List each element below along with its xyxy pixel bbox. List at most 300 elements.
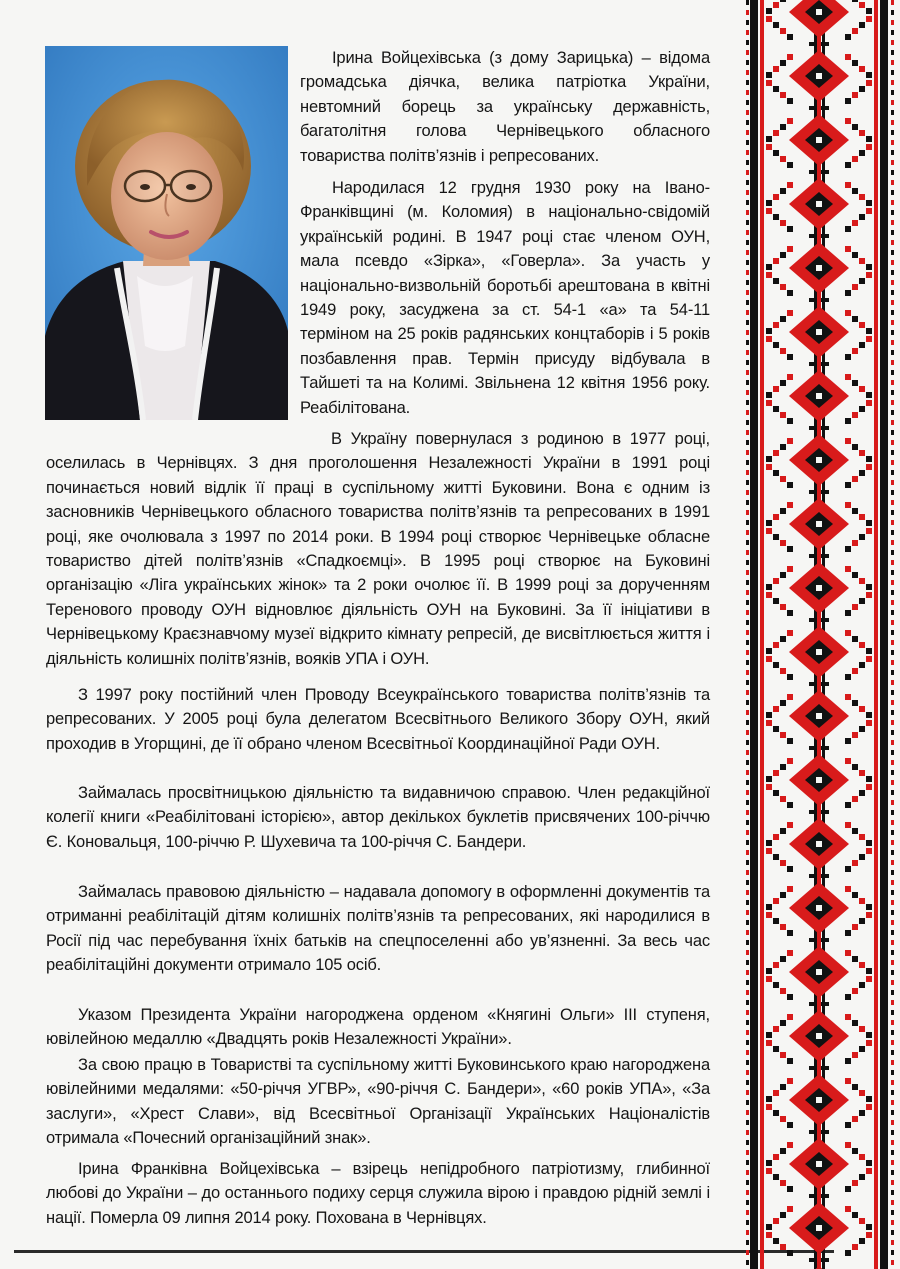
motif-step-left-low	[780, 732, 786, 738]
edge-stitch-left	[746, 780, 749, 785]
motif-step-left	[773, 962, 779, 968]
motif-center	[816, 1161, 822, 1167]
motif-step-right	[852, 892, 858, 898]
motif-step-right	[852, 1212, 858, 1218]
edge-stitch-right	[891, 1100, 894, 1105]
edge-stitch-right	[891, 190, 894, 195]
edge-stitch-right	[891, 300, 894, 305]
edge-stitch-left	[746, 1000, 749, 1005]
edge-stitch-right	[891, 1200, 894, 1205]
motif-step-left	[787, 374, 793, 380]
motif-step-right-low	[852, 1180, 858, 1186]
edge-stitch-left	[746, 1220, 749, 1225]
motif-step-right	[866, 776, 872, 782]
motif-step-left	[773, 578, 779, 584]
motif-center	[816, 1225, 822, 1231]
motif-step-left-low	[773, 790, 779, 796]
motif-step-right	[845, 758, 851, 764]
edge-stitch-left	[746, 680, 749, 685]
motif-step-left-low	[780, 284, 786, 290]
motif-step-right-low	[845, 994, 851, 1000]
edge-stitch-right	[891, 1130, 894, 1135]
edge-stitch-right	[891, 200, 894, 205]
motif-step-left	[787, 182, 793, 188]
motif-step-left-low	[773, 918, 779, 924]
edge-stitch-right	[891, 160, 894, 165]
edge-stitch-left	[746, 1120, 749, 1125]
edge-stitch-right	[891, 890, 894, 895]
motif-step-left-low	[773, 470, 779, 476]
motif-step-right	[866, 72, 872, 78]
motif-step-right	[845, 1142, 851, 1148]
edge-stitch-left	[746, 290, 749, 295]
motif-step-left-low	[766, 80, 772, 86]
edge-stitch-left	[746, 140, 749, 145]
motif-step-right	[845, 950, 851, 956]
edge-stitch-right	[891, 70, 894, 75]
motif-step-left	[773, 1218, 779, 1224]
motif-center	[816, 329, 822, 335]
motif-step-right	[859, 514, 865, 520]
motif-step-right	[866, 392, 872, 398]
motif-step-right-low	[859, 342, 865, 348]
motif-step-right-low	[852, 220, 858, 226]
motif-center	[816, 777, 822, 783]
motif-center	[816, 649, 822, 655]
edge-stitch-left	[746, 1160, 749, 1165]
motif-step-left	[780, 572, 786, 578]
edge-stitch-right	[891, 120, 894, 125]
edge-stitch-left	[746, 170, 749, 175]
motif-step-left	[787, 502, 793, 508]
edge-stitch-right	[891, 220, 894, 225]
motif-step-left	[766, 200, 772, 206]
motif-step-left-low	[787, 1122, 793, 1128]
motif-step-left	[780, 508, 786, 514]
edge-stitch-left	[746, 500, 749, 505]
motif-step-left-low	[787, 738, 793, 744]
edge-stitch-left	[746, 420, 749, 425]
motif-step-right	[859, 770, 865, 776]
motif-step-left-low	[780, 668, 786, 674]
motif-center	[816, 137, 822, 143]
motif-step-right-low	[852, 1244, 858, 1250]
motif-step-left	[780, 124, 786, 130]
motif-center	[816, 1033, 822, 1039]
motif-step-right-low	[845, 98, 851, 104]
edge-stitch-left	[746, 800, 749, 805]
edge-stitch-right	[891, 900, 894, 905]
edge-stitch-left	[746, 1090, 749, 1095]
motif-step-right-low	[866, 592, 872, 598]
edge-stitch-right	[891, 180, 894, 185]
edge-stitch-right	[891, 830, 894, 835]
edge-stitch-left	[746, 1190, 749, 1195]
edge-stitch-right	[891, 1000, 894, 1005]
edge-stitch-right	[891, 130, 894, 135]
motif-step-left-low	[766, 720, 772, 726]
motif-step-right-low	[859, 150, 865, 156]
motif-step-right	[859, 322, 865, 328]
motif-step-left-low	[787, 98, 793, 104]
edge-stitch-right	[891, 840, 894, 845]
edge-stitch-left	[746, 530, 749, 535]
edge-stitch-left	[746, 610, 749, 615]
edge-stitch-left	[746, 1150, 749, 1155]
bottom-rule	[14, 1250, 834, 1253]
motif-step-left-low	[766, 784, 772, 790]
motif-step-left-low	[766, 1168, 772, 1174]
edge-stitch-right	[891, 1040, 894, 1045]
motif-step-right	[859, 1090, 865, 1096]
edge-stitch-left	[746, 730, 749, 735]
motif-step-right	[845, 630, 851, 636]
motif-step-left	[780, 764, 786, 770]
edge-stitch-left	[746, 520, 749, 525]
edge-stitch-left	[746, 1060, 749, 1065]
motif-step-right	[852, 188, 858, 194]
motif-step-left-low	[780, 1116, 786, 1122]
motif-step-right-low	[866, 656, 872, 662]
motif-center	[816, 585, 822, 591]
motif-step-right	[845, 54, 851, 60]
motif-step-right-low	[859, 982, 865, 988]
edge-stitch-left	[746, 210, 749, 215]
edge-stitch-left	[746, 620, 749, 625]
motif-step-right	[852, 444, 858, 450]
motif-step-right-low	[845, 418, 851, 424]
edge-stitch-left	[746, 110, 749, 115]
motif-step-right	[845, 118, 851, 124]
motif-step-left	[766, 8, 772, 14]
edge-stitch-right	[891, 50, 894, 55]
edge-stitch-left	[746, 430, 749, 435]
paragraph-education: Займалась просвітницькою діяльністю та видавничою справою. Член редакційної колегії книги «Реабілітовані історією», автор декількох буклетів присвячених 100-річчю Є. Коновальця, 100-річчю Р. Шухевича та 100-річчя С. Бандери.	[46, 784, 710, 851]
edge-stitch-right	[891, 230, 894, 235]
edge-stitch-left	[746, 660, 749, 665]
motif-step-right-low	[859, 86, 865, 92]
motif-step-right	[852, 636, 858, 642]
edge-stitch-right	[891, 380, 894, 385]
edge-stitch-right	[891, 290, 894, 295]
edge-stitch-right	[891, 330, 894, 335]
motif-step-left-low	[780, 924, 786, 930]
edge-stitch-right	[891, 550, 894, 555]
edge-stitch-right	[891, 350, 894, 355]
edge-stitch-right	[891, 370, 894, 375]
edge-stitch-left	[746, 390, 749, 395]
motif-step-left-low	[766, 976, 772, 982]
edge-stitch-left	[746, 1010, 749, 1015]
motif-center	[816, 457, 822, 463]
motif-step-right	[845, 1078, 851, 1084]
motif-step-left-low	[787, 930, 793, 936]
edge-stitch-left	[746, 960, 749, 965]
motif-step-left-low	[780, 220, 786, 226]
motif-step-right-low	[845, 1186, 851, 1192]
motif-step-right-low	[859, 598, 865, 604]
paragraph-birth: Народилася 12 грудня 1930 року на Івано-Франківщині (м. Коломия) в національно-свідомій українській родині. В 1947 році стає членом ОУН, мала псевдо «Зірка», «Говерла». За участь у національно-визвольній боротьбі арештована в квітні 1949 року, засуджена за ст. 54-1 «а» та 54-11 терміном на 25 років радянських концтаборів і 5 років позбавлення прав. Термін присуду відбувала в Тайшеті та на Колимі. Звільнена 12 квітня 1956 року. Реабілітована.	[300, 179, 710, 417]
edge-stitch-right	[891, 470, 894, 475]
motif-step-left-low	[766, 272, 772, 278]
edge-stitch-right	[891, 460, 894, 465]
edge-stitch-right	[891, 760, 894, 765]
edge-stitch-left	[746, 600, 749, 605]
edge-stitch-left	[746, 870, 749, 875]
motif-step-left-low	[780, 476, 786, 482]
motif-step-right	[845, 822, 851, 828]
motif-step-right-low	[866, 144, 872, 150]
motif-step-left	[766, 904, 772, 910]
motif-step-left	[773, 66, 779, 72]
motif-step-left-low	[787, 866, 793, 872]
edge-stitch-left	[746, 1170, 749, 1175]
motif-step-left-low	[787, 546, 793, 552]
paragraph-provid: З 1997 року постійний член Проводу Всеукраїнського товариства політв’язнів та репресованих. У 2005 році була делегатом Всесвітнього Великого Збору ОУН, який проходив в Угорщині, де її обрано членом Всесвітньої Координаційної Ради ОУН.	[46, 686, 710, 753]
edge-stitch-right	[891, 750, 894, 755]
edge-stitch-right	[891, 1150, 894, 1155]
motif-step-left-low	[787, 1250, 793, 1256]
motif-step-left	[766, 1160, 772, 1166]
motif-step-right-low	[852, 92, 858, 98]
motif-step-right-low	[852, 668, 858, 674]
edge-stitch-right	[891, 810, 894, 815]
edge-stitch-left	[746, 770, 749, 775]
edge-stitch-right	[891, 710, 894, 715]
motif-step-left-low	[780, 412, 786, 418]
edge-stitch-right	[891, 920, 894, 925]
edge-stitch-left	[746, 510, 749, 515]
motif-step-left-low	[766, 208, 772, 214]
edge-stitch-left	[746, 880, 749, 885]
motif-step-right	[845, 310, 851, 316]
paragraph-legal: Займалась правовою діяльністю – надавала допомогу в оформленні документів та отриманні реабілітацій дітям колишніх політв’язнів та репресованих, які народилися в Росії під час перебування їхніх батьків на спецпоселенні або ув’язненні. За весь час реабілітаційні документи отримало 105 осіб.	[46, 883, 710, 975]
motif-step-left	[773, 1090, 779, 1096]
edge-stitch-left	[746, 570, 749, 575]
motif-step-left	[787, 694, 793, 700]
motif-step-right-low	[852, 540, 858, 546]
motif-step-right	[852, 764, 858, 770]
edge-stitch-left	[746, 330, 749, 335]
paragraph-medals: За свою працю в Товаристві та суспільному житті Буковинського краю нагороджена ювілейними медалями: «50-річчя УГВР», «90-річчя С. Бандери», «60 років УПА», «За заслуги», «Хрест Слави», від Всесвітньої Організації Українських Націоналістів отримала «Почесний організаційний знак».	[46, 1056, 710, 1148]
motif-step-left	[773, 2, 779, 8]
motif-step-left-low	[766, 16, 772, 22]
motif-step-left	[780, 700, 786, 706]
edge-stitch-left	[746, 910, 749, 915]
motif-step-right	[845, 566, 851, 572]
border-band-left	[750, 0, 758, 1269]
motif-step-left	[766, 520, 772, 526]
motif-step-right	[852, 124, 858, 130]
motif-step-right	[845, 1014, 851, 1020]
motif-step-right	[859, 578, 865, 584]
edge-stitch-left	[746, 830, 749, 835]
motif-step-right-low	[859, 406, 865, 412]
motif-step-right-low	[859, 470, 865, 476]
edge-stitch-right	[891, 610, 894, 615]
edge-stitch-left	[746, 840, 749, 845]
edge-stitch-right	[891, 740, 894, 745]
edge-stitch-right	[891, 340, 894, 345]
motif-step-right	[859, 258, 865, 264]
motif-step-left-low	[787, 482, 793, 488]
edge-stitch-right	[891, 970, 894, 975]
edge-stitch-right	[891, 590, 894, 595]
motif-step-right	[866, 584, 872, 590]
motif-step-left-low	[773, 1238, 779, 1244]
motif-center	[816, 9, 822, 15]
edge-stitch-left	[746, 70, 749, 75]
edge-stitch-left	[746, 90, 749, 95]
motif-step-right	[866, 840, 872, 846]
edge-stitch-left	[746, 860, 749, 865]
motif-step-right	[859, 642, 865, 648]
edge-stitch-left	[746, 50, 749, 55]
motif-step-left	[773, 194, 779, 200]
motif-step-right-low	[866, 976, 872, 982]
motif-step-right-low	[866, 16, 872, 22]
motif-step-right	[859, 834, 865, 840]
edge-stitch-left	[746, 0, 749, 5]
edge-stitch-left	[746, 160, 749, 165]
motif-step-left	[773, 514, 779, 520]
motif-step-left	[766, 712, 772, 718]
motif-step-right-low	[866, 336, 872, 342]
motif-step-left	[766, 968, 772, 974]
motif-step-left	[787, 1078, 793, 1084]
edge-stitch-right	[891, 690, 894, 695]
motif-step-right-low	[866, 208, 872, 214]
motif-step-left	[773, 642, 779, 648]
motif-step-left	[787, 566, 793, 572]
motif-step-right	[852, 508, 858, 514]
edge-stitch-left	[746, 1040, 749, 1045]
edge-stitch-left	[746, 630, 749, 635]
motif-step-right	[859, 706, 865, 712]
motif-step-left-low	[787, 418, 793, 424]
edge-stitch-right	[891, 730, 894, 735]
edge-stitch-left	[746, 540, 749, 545]
portrait-image	[45, 46, 288, 420]
motif-step-right-low	[845, 930, 851, 936]
edge-stitch-right	[891, 660, 894, 665]
motif-step-right	[866, 328, 872, 334]
edge-stitch-right	[891, 1070, 894, 1075]
motif-step-left-low	[766, 592, 772, 598]
motif-step-left-low	[773, 662, 779, 668]
motif-step-left	[787, 1014, 793, 1020]
edge-stitch-right	[891, 1010, 894, 1015]
motif-step-left	[773, 770, 779, 776]
motif-step-left-low	[780, 540, 786, 546]
edge-stitch-right	[891, 1120, 894, 1125]
motif-step-right-low	[845, 674, 851, 680]
motif-step-left-low	[780, 92, 786, 98]
motif-step-right-low	[845, 802, 851, 808]
edge-stitch-left	[746, 460, 749, 465]
motif-center	[816, 265, 822, 271]
motif-step-right	[845, 694, 851, 700]
motif-step-left	[773, 706, 779, 712]
edge-stitch-left	[746, 30, 749, 35]
edge-stitch-right	[891, 640, 894, 645]
motif-step-left	[780, 1020, 786, 1026]
edge-stitch-left	[746, 720, 749, 725]
edge-stitch-right	[891, 1170, 894, 1175]
motif-step-left	[773, 1026, 779, 1032]
edge-stitch-left	[746, 690, 749, 695]
motif-step-left	[780, 636, 786, 642]
motif-step-left-low	[773, 86, 779, 92]
edge-stitch-right	[891, 430, 894, 435]
motif-step-left-low	[773, 1046, 779, 1052]
motif-step-left	[780, 444, 786, 450]
motif-center	[816, 969, 822, 975]
motif-step-left-low	[780, 860, 786, 866]
motif-step-right	[859, 962, 865, 968]
motif-step-right-low	[859, 22, 865, 28]
motif-step-left-low	[787, 610, 793, 616]
motif-step-left	[787, 438, 793, 444]
edge-stitch-right	[891, 520, 894, 525]
edge-stitch-right	[891, 580, 894, 585]
motif-step-left	[787, 54, 793, 60]
motif-step-left-low	[766, 144, 772, 150]
edge-stitch-left	[746, 10, 749, 15]
motif-step-left	[787, 1206, 793, 1212]
edge-stitch-right	[891, 1180, 894, 1185]
edge-stitch-left	[746, 820, 749, 825]
motif-step-left-low	[766, 912, 772, 918]
edge-stitch-left	[746, 890, 749, 895]
motif-step-right-low	[866, 848, 872, 854]
motif-step-left	[773, 258, 779, 264]
edge-stitch-right	[891, 90, 894, 95]
motif-step-right-low	[866, 400, 872, 406]
motif-step-right	[852, 1020, 858, 1026]
motif-step-right	[866, 1032, 872, 1038]
edge-stitch-left	[746, 270, 749, 275]
motif-step-right-low	[866, 272, 872, 278]
motif-step-right-low	[866, 80, 872, 86]
embroidery-border-ornament	[746, 0, 894, 1269]
motif-step-left	[766, 1096, 772, 1102]
motif-step-left	[766, 584, 772, 590]
motif-step-right-low	[866, 1232, 872, 1238]
motif-step-right-low	[852, 796, 858, 802]
motif-step-left	[780, 1084, 786, 1090]
motif-step-left	[766, 1032, 772, 1038]
edge-stitch-left	[746, 360, 749, 365]
motif-step-left-low	[773, 406, 779, 412]
edge-stitch-left	[746, 220, 749, 225]
motif-step-left-low	[780, 348, 786, 354]
motif-step-right	[852, 828, 858, 834]
edge-stitch-right	[891, 100, 894, 105]
edge-stitch-right	[891, 1020, 894, 1025]
motif-step-right-low	[866, 464, 872, 470]
edge-stitch-left	[746, 410, 749, 415]
motif-step-right-low	[845, 354, 851, 360]
edge-stitch-left	[746, 350, 749, 355]
motif-step-left	[780, 60, 786, 66]
edge-stitch-left	[746, 670, 749, 675]
edge-stitch-right	[891, 150, 894, 155]
motif-step-left-low	[766, 400, 772, 406]
motif-step-right-low	[852, 988, 858, 994]
edge-stitch-right	[891, 820, 894, 825]
edge-stitch-right	[891, 1250, 894, 1255]
